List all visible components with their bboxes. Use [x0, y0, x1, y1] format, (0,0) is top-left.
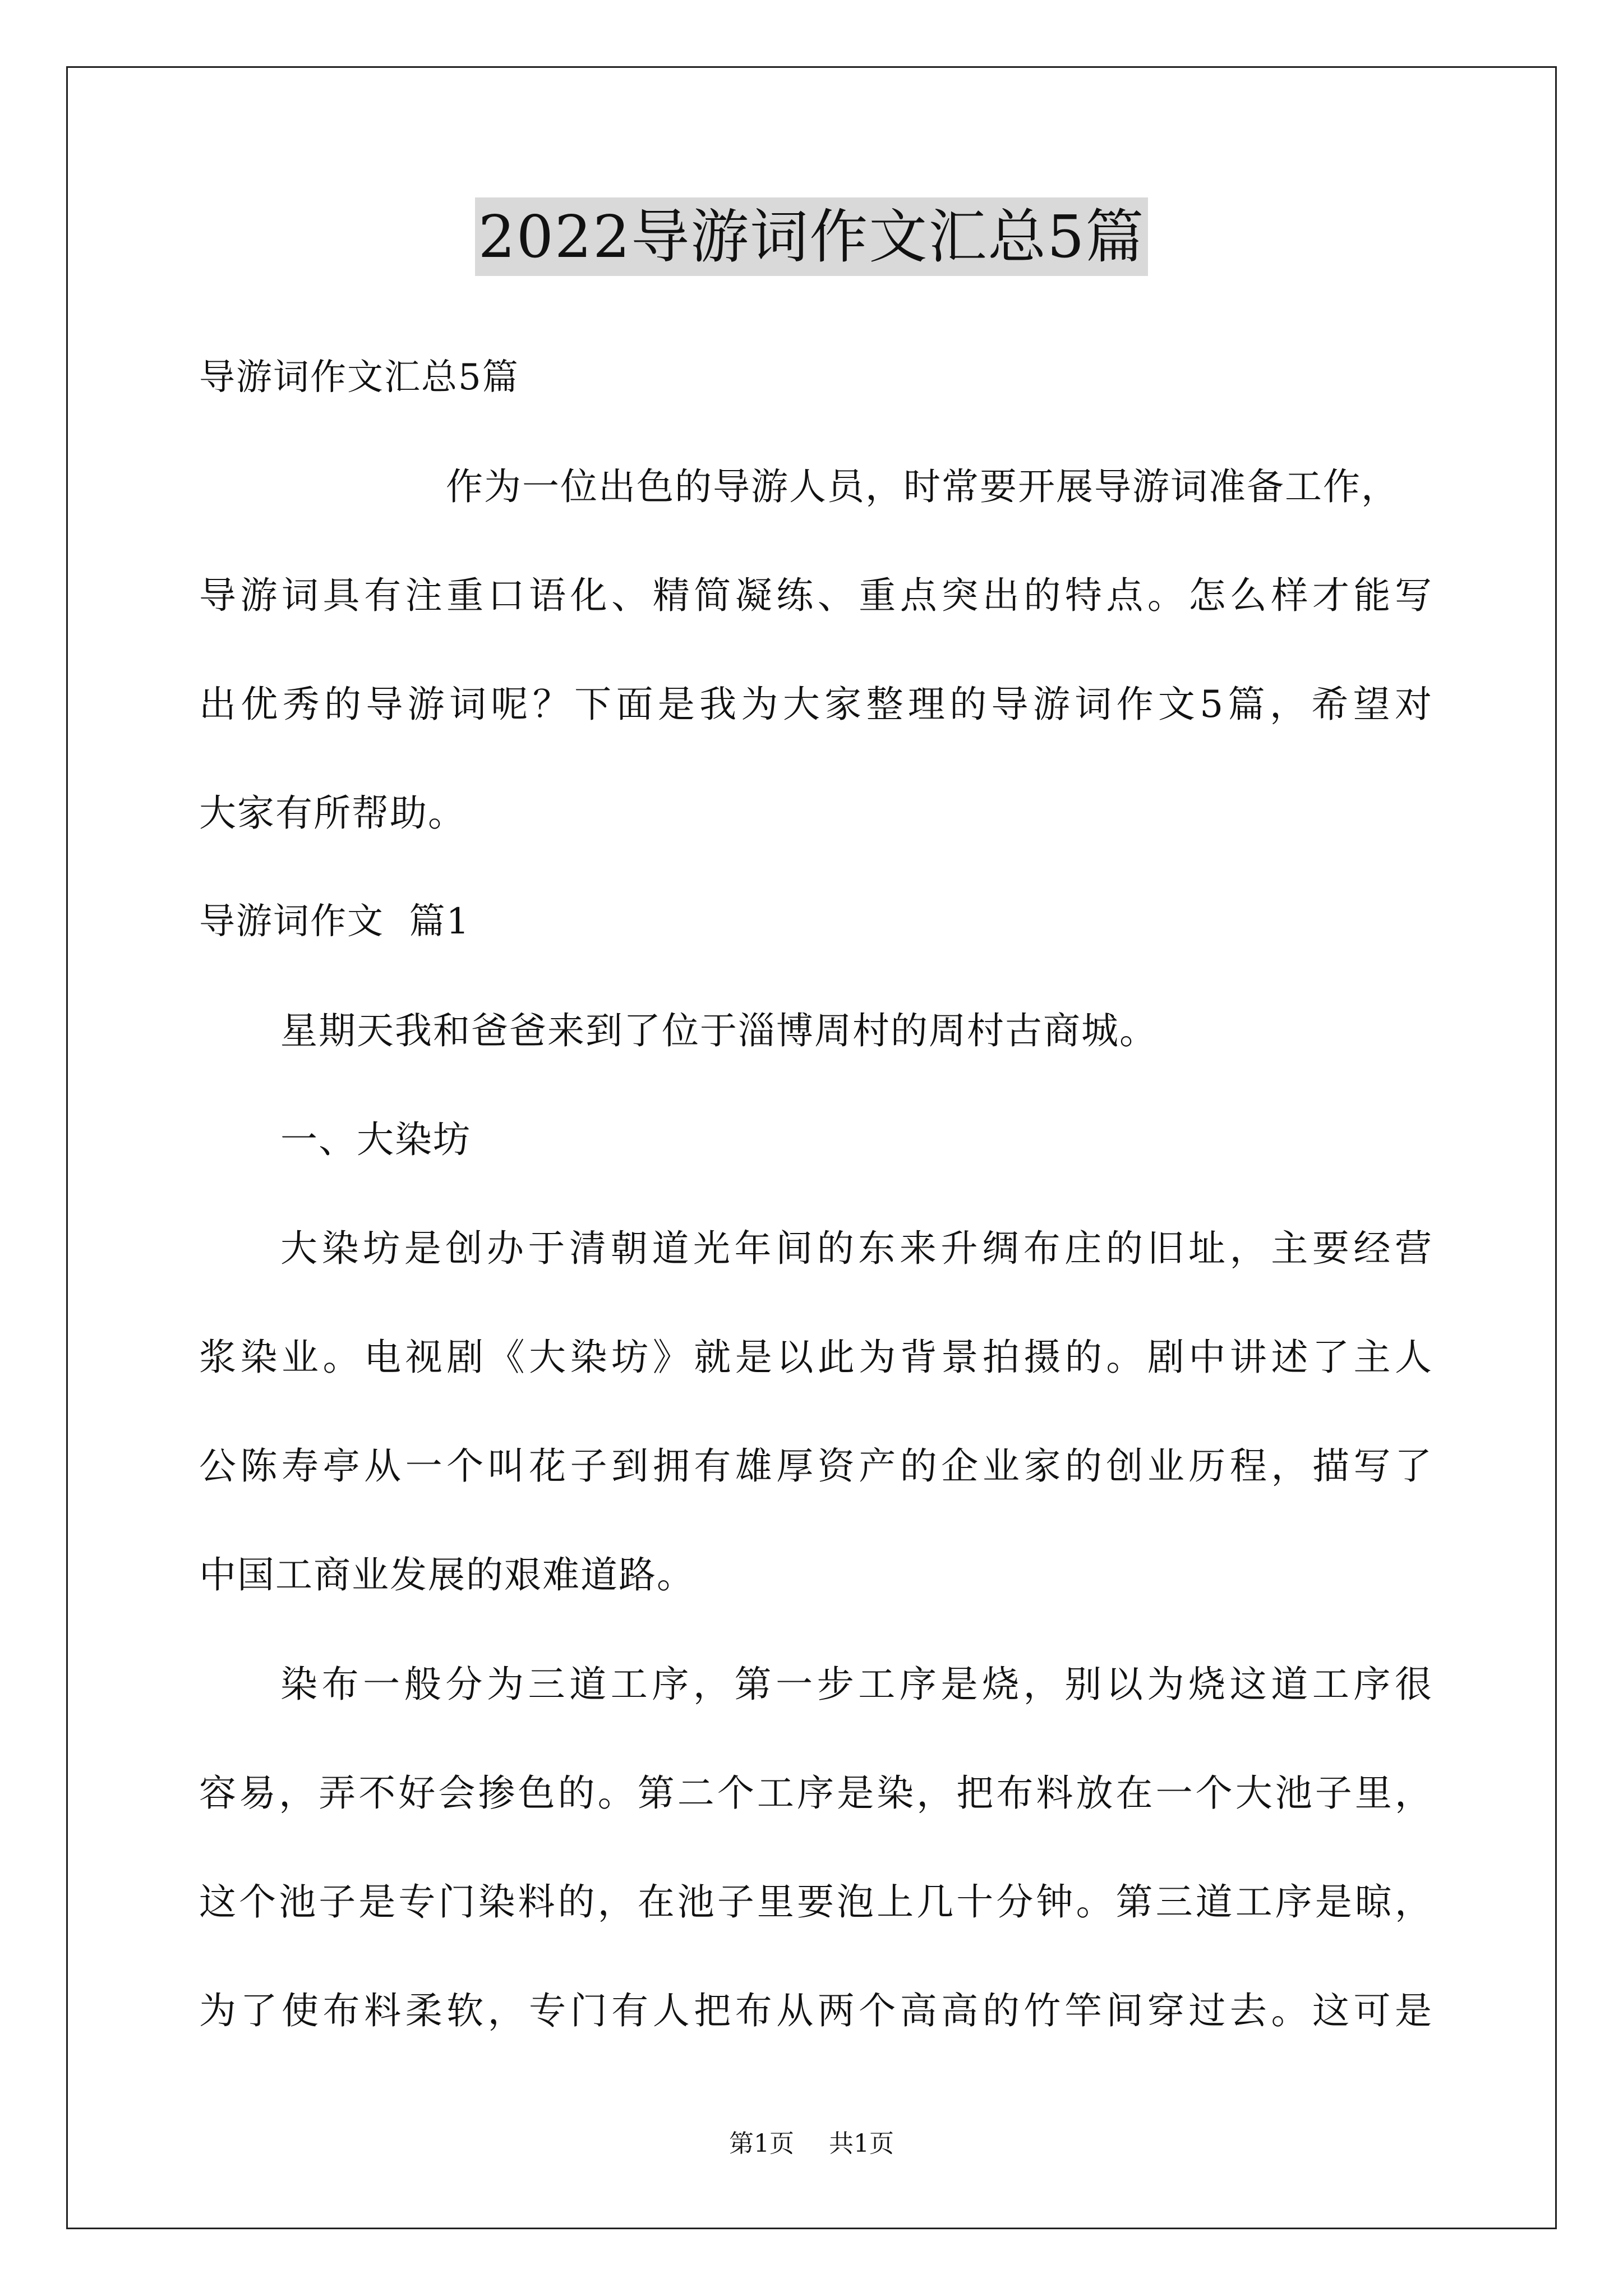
paragraph-line: 星期天我和爸爸来到了位于淄博周村的周村古商城。	[280, 1009, 1158, 1052]
paragraph-line: 为了使布料柔软，专门有人把布从两个高高的竹竿间穿过去。这可是	[199, 1989, 1433, 2032]
section-heading: 导游词作文 篇1	[199, 901, 471, 942]
intro-line: 作为一位出色的导游人员，时常要开展导游词准备工作，	[446, 465, 1399, 508]
document-subtitle: 导游词作文汇总5篇	[199, 357, 519, 398]
intro-line: 导游词具有注重口语化、精简凝练、重点突出的特点。怎么样才能写	[199, 574, 1433, 617]
paragraph-line: 容易，弄不好会掺色的。第二个工序是染，把布料放在一个大池子里，	[199, 1772, 1433, 1815]
intro-line: 出优秀的导游词呢？下面是我为大家整理的导游词作文5篇，希望对	[199, 683, 1433, 726]
page-footer	[0, 2127, 1623, 2161]
page-total: 共1页	[829, 2129, 894, 2158]
paragraph-line: 公陈寿亭从一个叫花子到拥有雄厚资产的企业家的创业历程，描写了	[199, 1444, 1433, 1488]
document-title: 2022导游词作文汇总5篇	[475, 197, 1149, 276]
section-subheading: 一、大染坊	[280, 1118, 471, 1161]
paragraph-line: 这个池子是专门染料的，在池子里要泡上几十分钟。第三道工序是晾，	[199, 1880, 1433, 1924]
paragraph-line: 浆染业。电视剧《大染坊》就是以此为背景拍摄的。剧中讲述了主人	[199, 1336, 1433, 1379]
paragraph-line: 大染坊是创办于清朝道光年间的东来升绸布庄的旧址，主要经营	[280, 1227, 1433, 1270]
intro-line: 大家有所帮助。	[199, 792, 466, 835]
paragraph-line: 中国工商业发展的艰难道路。	[199, 1553, 695, 1596]
title-container	[0, 197, 1623, 276]
page-number: 第1页	[729, 2129, 794, 2158]
paragraph-line: 染布一般分为三道工序，第一步工序是烧，别以为烧这道工序很	[280, 1663, 1433, 1706]
